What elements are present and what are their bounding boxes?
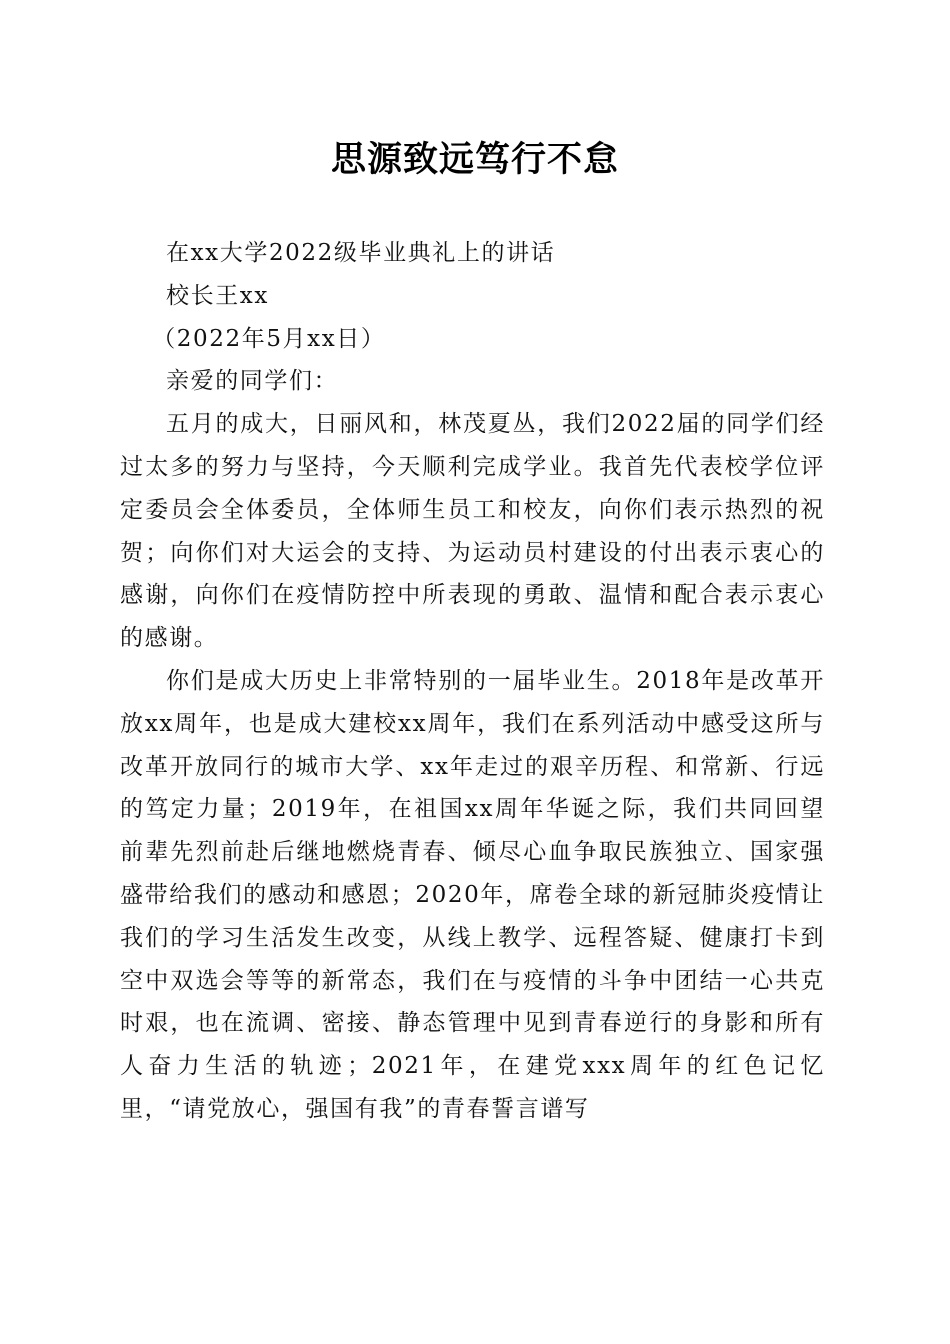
speech-subtitle: 在xx大学2022级毕业典礼上的讲话 (166, 240, 556, 266)
paragraph: 你们是成大历史上非常特别的一届毕业生。2018年是改革开放xx周年，也是成大建校xx周年，我们在系列活动中感受这所与改革开放同行的城市大学、xx年走过的艰辛历程、和常新、行远的笃定力量；2019年，在祖国xx周年华诞之际，我们共同回望前辈先烈前赴后继地燃烧青春、倾尽心血争取民族独立、国家强盛带给我们的感动和感恩；2020年，席卷全球的新冠肺炎疫情让我们的学习生活发生改变，从线上教学、远程答疑、健康打卡到空中双选会等等的新常态，我们在与疫情的斗争中团结一心共克时艰，也在流调、密接、静态管理中见到青春逆行的身影和所有人奋力生活的轨迹；2021年，在建党xxx周年的红色记忆里，“请党放心，强国有我”的青春誓言谱写 (120, 667, 825, 1122)
document-body (120, 232, 825, 1131)
salutation: 亲爱的同学们： (166, 368, 339, 395)
speaker-line: 校长王xx (166, 282, 269, 309)
paragraph: 五月的成大，日丽风和，林茂夏丛，我们2022届的同学们经过太多的努力与坚持，今天顺利完成学业。我首先代表校学位评定委员会全体委员，全体师生员工和校友，向你们表示热烈的祝贺；向你们对大运会的支持、为运动员村建设的付出表示衷心的感谢，向你们在疫情防控中所表现的勇敢、温情和配合表示衷心的感谢。 (120, 411, 825, 652)
speech-date: （2022年5月xx日） (152, 325, 386, 352)
document-title: 思源致远笃行不怠 (330, 139, 619, 180)
